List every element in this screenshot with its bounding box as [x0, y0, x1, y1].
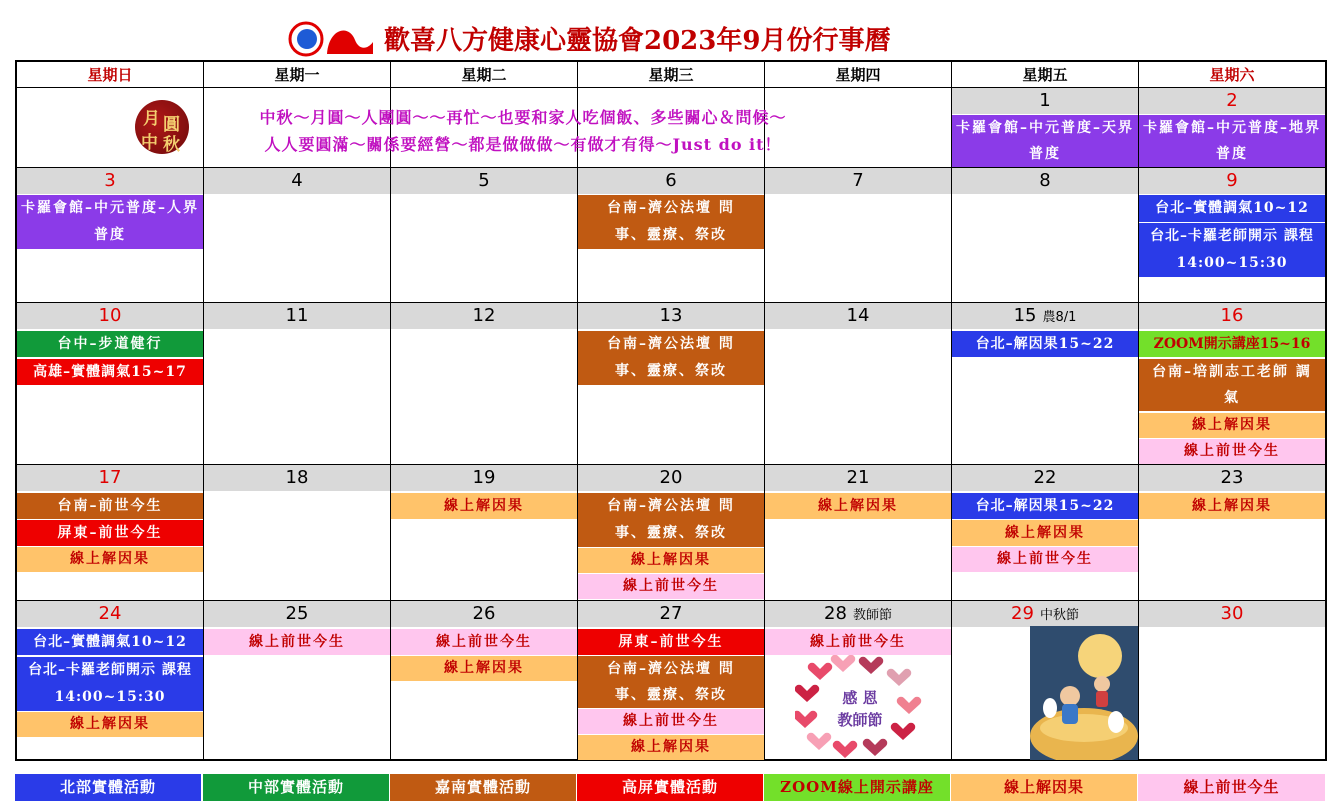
event-tainan-jigong[interactable]: 台南–濟公法壇 問事、靈療、祭改	[578, 656, 764, 708]
day-15	[952, 303, 1138, 329]
event-pingtung-past-life[interactable]: 屏東–前世今生	[578, 629, 764, 655]
legend-online-jieyin: 線上解因果	[951, 774, 1137, 801]
event-taipei-jieyin[interactable]: 台北–解因果15~22	[952, 331, 1138, 357]
day-2: 2	[1139, 88, 1325, 114]
event-kara-dijie[interactable]: 卡羅會館–中元普度–地界普度	[1139, 115, 1325, 167]
event-pingtung-past-life[interactable]: 屏東–前世今生	[17, 520, 203, 546]
legend-north: 北部實體活動	[15, 774, 201, 801]
event-online-jieyin[interactable]: 線上解因果	[391, 493, 577, 519]
day-3: 3	[17, 168, 203, 194]
event-tainan-jigong[interactable]: 台南–濟公法壇 問事、靈療、祭改	[578, 195, 764, 249]
event-tainan-jigong[interactable]: 台南–濟公法壇 問事、靈療、祭改	[578, 493, 764, 547]
banner-line-1: 中秋～月圓～人團圓～～再忙～也要和家人吃個飯、多些關心＆問候～	[259, 108, 787, 127]
event-tainan-volunteer[interactable]: 台南–培訓志工老師 調氣	[1139, 359, 1325, 411]
day-7: 7	[765, 168, 951, 194]
teachers-day-note: 教師節	[852, 608, 892, 623]
card-line-1: 感 恩	[842, 689, 878, 707]
event-online-past-life[interactable]: 線上前世今生	[952, 547, 1138, 572]
mid-autumn-illustration	[1030, 626, 1138, 760]
event-online-jieyin[interactable]: 線上解因果	[952, 520, 1138, 546]
event-online-past-life[interactable]: 線上前世今生	[1139, 439, 1325, 464]
event-online-jieyin[interactable]: 線上解因果	[1139, 413, 1325, 438]
day-16: 16	[1139, 303, 1325, 329]
badge-char: 月	[143, 109, 160, 129]
day-6: 6	[578, 168, 764, 194]
banner-line-2: 人人要圓滿～關係要經營～都是做做做～有做才有得～Just do it！	[264, 135, 782, 154]
day-8: 8	[952, 168, 1138, 194]
event-online-past-life[interactable]: 線上前世今生	[765, 629, 951, 655]
day-28	[765, 601, 951, 627]
day-28-number: 28	[824, 603, 847, 624]
legend-zoom: ZOOM線上開示講座	[764, 774, 950, 801]
event-online-jieyin[interactable]: 線上解因果	[17, 547, 203, 572]
badge-char: 秋	[163, 135, 180, 155]
day-17: 17	[17, 465, 203, 491]
event-zoom-talk[interactable]: ZOOM開示講座15~16	[1139, 331, 1325, 357]
event-kara-renjie[interactable]: 卡羅會館–中元普度–人界普度	[17, 195, 203, 249]
weekday-wed: 星期三	[648, 66, 694, 84]
weekday-fri: 星期五	[1022, 66, 1068, 84]
event-online-jieyin[interactable]: 線上解因果	[391, 656, 577, 681]
day-23: 23	[1139, 465, 1325, 491]
day-21: 21	[765, 465, 951, 491]
legend-online-past-life: 線上前世今生	[1138, 774, 1325, 801]
event-tainan-past-life[interactable]: 台南–前世今生	[17, 493, 203, 519]
event-online-past-life[interactable]: 線上前世今生	[204, 629, 390, 655]
event-kara-tianjie[interactable]: 卡羅會館–中元普度–天界普度	[952, 115, 1138, 167]
day-24: 24	[17, 601, 203, 627]
lunar-date-note: 農8/1	[1042, 310, 1077, 325]
event-taipei-qi[interactable]: 台北–實體調氣10~12	[1139, 195, 1325, 222]
event-online-jieyin[interactable]: 線上解因果	[578, 735, 764, 760]
day-29	[952, 601, 1138, 627]
day-15-number: 15	[1013, 305, 1037, 326]
event-taichung-walk[interactable]: 台中–步道健行	[17, 331, 203, 357]
day-10: 10	[17, 303, 203, 329]
day-4: 4	[204, 168, 390, 194]
day-27: 27	[578, 601, 764, 627]
event-taipei-kara-course[interactable]: 台北–卡羅老師開示 課程14:00~15:30	[17, 657, 203, 711]
day-12: 12	[391, 303, 577, 329]
legend-kaohsiung-pingtung: 高屏實體活動	[577, 774, 763, 801]
mid-autumn-badge	[135, 100, 189, 154]
event-taipei-qi[interactable]: 台北–實體調氣10~12	[17, 629, 203, 655]
association-logo	[287, 20, 377, 58]
day-25: 25	[204, 601, 390, 627]
event-online-past-life[interactable]: 線上前世今生	[578, 574, 764, 599]
event-online-jieyin[interactable]: 線上解因果	[578, 548, 764, 573]
day-20: 20	[578, 465, 764, 491]
day-22: 22	[952, 465, 1138, 491]
mid-autumn-note: 中秋節	[1039, 608, 1079, 623]
day-1: 1	[952, 88, 1138, 114]
event-online-jieyin[interactable]: 線上解因果	[1139, 493, 1325, 519]
day-5: 5	[391, 168, 577, 194]
day-29-number: 29	[1011, 603, 1034, 624]
weekday-tue: 星期二	[461, 66, 507, 84]
badge-char: 圓	[163, 115, 180, 135]
event-kaohsiung-qi[interactable]: 高雄–實體調氣15~17	[17, 359, 203, 385]
page-title: 歡喜八方健康心靈協會2023年9月份行事曆	[384, 26, 891, 56]
legend-chiayi-tainan: 嘉南實體活動	[390, 774, 576, 801]
day-18: 18	[204, 465, 390, 491]
event-online-jieyin[interactable]: 線上解因果	[17, 712, 203, 737]
day-30: 30	[1139, 601, 1325, 627]
weekday-mon: 星期一	[274, 66, 320, 84]
event-taipei-kara-course[interactable]: 台北–卡羅老師開示 課程14:00~15:30	[1139, 223, 1325, 277]
event-online-past-life[interactable]: 線上前世今生	[391, 629, 577, 655]
event-taipei-jieyin[interactable]: 台北–解因果15~22	[952, 493, 1138, 519]
badge-char: 中	[141, 133, 158, 153]
weekday-thu: 星期四	[835, 66, 881, 84]
day-19: 19	[391, 465, 577, 491]
weekday-sun: 星期日	[87, 66, 133, 84]
day-13: 13	[578, 303, 764, 329]
day-14: 14	[765, 303, 951, 329]
event-online-jieyin[interactable]: 線上解因果	[765, 493, 951, 519]
event-online-past-life[interactable]: 線上前世今生	[578, 709, 764, 734]
day-26: 26	[391, 601, 577, 627]
teachers-day-card	[795, 655, 925, 760]
day-11: 11	[204, 303, 390, 329]
weekday-sat: 星期六	[1209, 66, 1255, 84]
day-9: 9	[1139, 168, 1325, 194]
card-line-2: 教師節	[837, 711, 883, 729]
legend-central: 中部實體活動	[203, 774, 389, 801]
event-tainan-jigong[interactable]: 台南–濟公法壇 問事、靈療、祭改	[578, 331, 764, 385]
